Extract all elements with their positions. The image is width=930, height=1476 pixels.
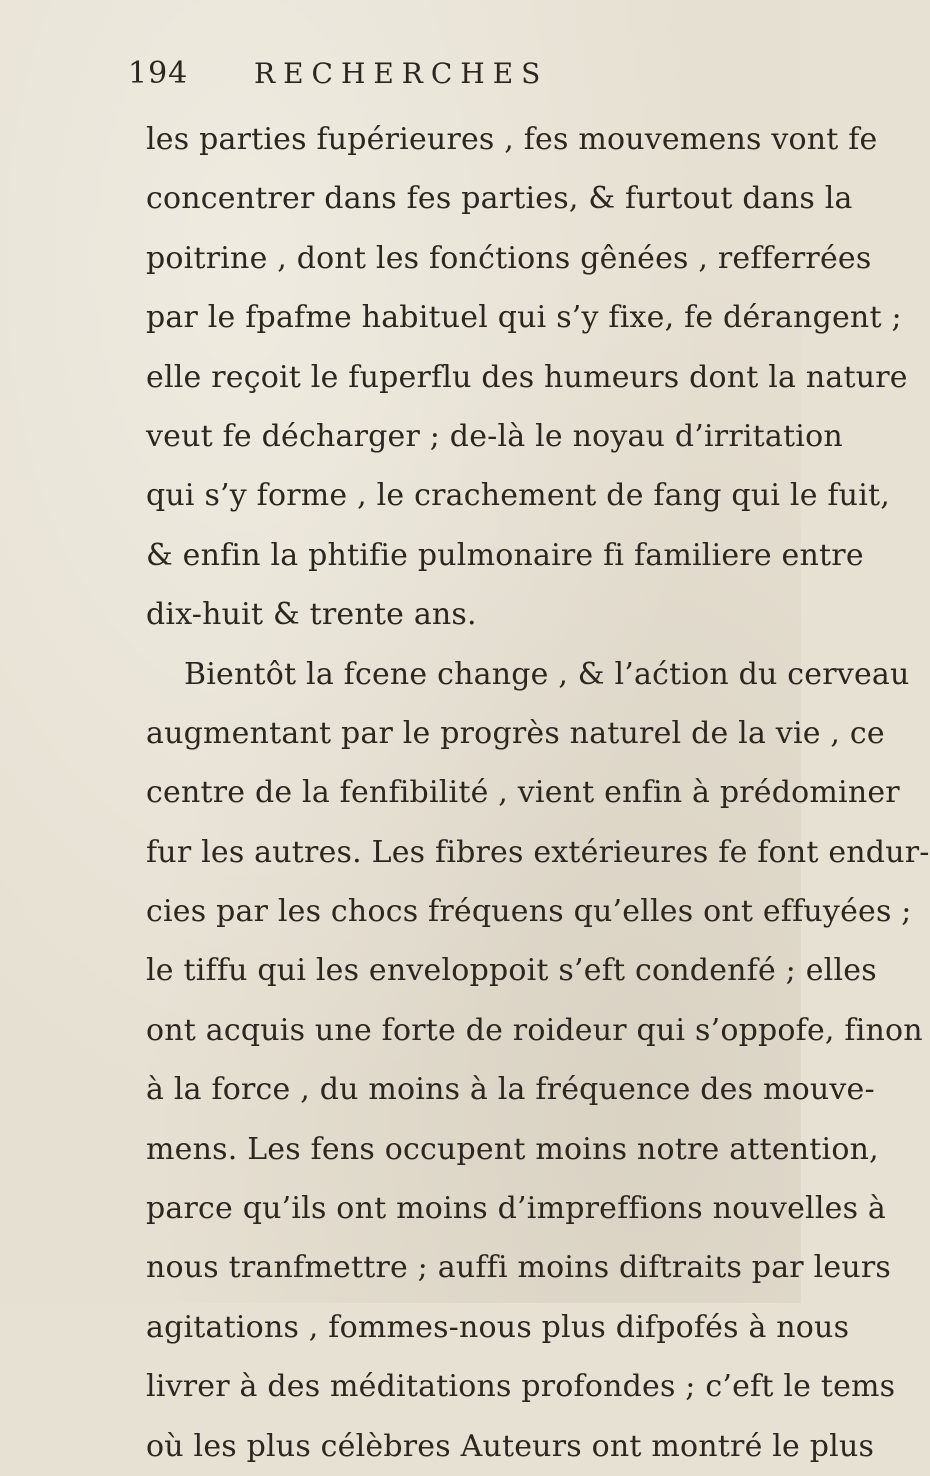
text-line: Bientôt la fcene change , & l’aćtion du cerveau — [184, 656, 910, 692]
text-line: nous tranfmettre ; auffi moins diftraits par leurs — [146, 1250, 891, 1286]
text-line: augmentant par le progrès naturel de la vie , ce — [146, 715, 885, 751]
page-number: 194 — [128, 56, 189, 91]
text-line: dix-huit & trente ans. — [146, 597, 477, 633]
text-line: livrer à des méditations profondes ; c’eft le tems — [146, 1369, 896, 1405]
text-line: veut fe décharger ; de-là le noyau d’irritation — [146, 418, 843, 454]
text-line: elle reçoit le fuperflu des humeurs dont la nature — [146, 359, 908, 395]
text-line: ont acquis une forte de roideur qui s’oppofe, finon — [146, 1012, 923, 1048]
text-line: & enfin la phtifie pulmonaire fi familiere entre — [146, 537, 864, 573]
text-line: parce qu’ils ont moins d’impreffions nouvelles à — [146, 1191, 887, 1227]
text-line: à la force , du moins à la fréquence des mouve- — [146, 1072, 875, 1108]
text-line: les parties fupérieures , fes mouvemens vont fe — [146, 122, 878, 157]
body-text — [146, 110, 930, 1476]
text-line: où les plus célèbres Auteurs ont montré le plus — [146, 1428, 875, 1464]
text-line: poitrine , dont les fonćtions gênées , refferrées — [146, 240, 872, 276]
text-line: le tiffu qui les enveloppoit s’eft condenfé ; elles — [146, 953, 877, 989]
text-line: fur les autres. Les fibres extérieures fe font endur- — [146, 834, 930, 870]
text-line: concentrer dans fes parties, & furtout dans la — [146, 181, 853, 217]
text-line: centre de la fenfibilité , vient enfin à prédominer — [146, 775, 900, 811]
text-line: mens. Les fens occupent moins notre attention, — [146, 1131, 879, 1167]
text-line: par le fpafme habituel qui s’y fixe, fe dérangent ; — [146, 300, 902, 336]
page-header — [0, 52, 801, 96]
text-line: agitations , fommes-nous plus difpofés à nous — [146, 1309, 850, 1345]
text-line: cies par les chocs fréquens qu’elles ont effuyées ; — [146, 894, 912, 930]
text-line: qui s’y forme , le crachement de fang qui le fuit, — [146, 478, 890, 514]
running-title: RECHERCHES — [254, 57, 549, 90]
